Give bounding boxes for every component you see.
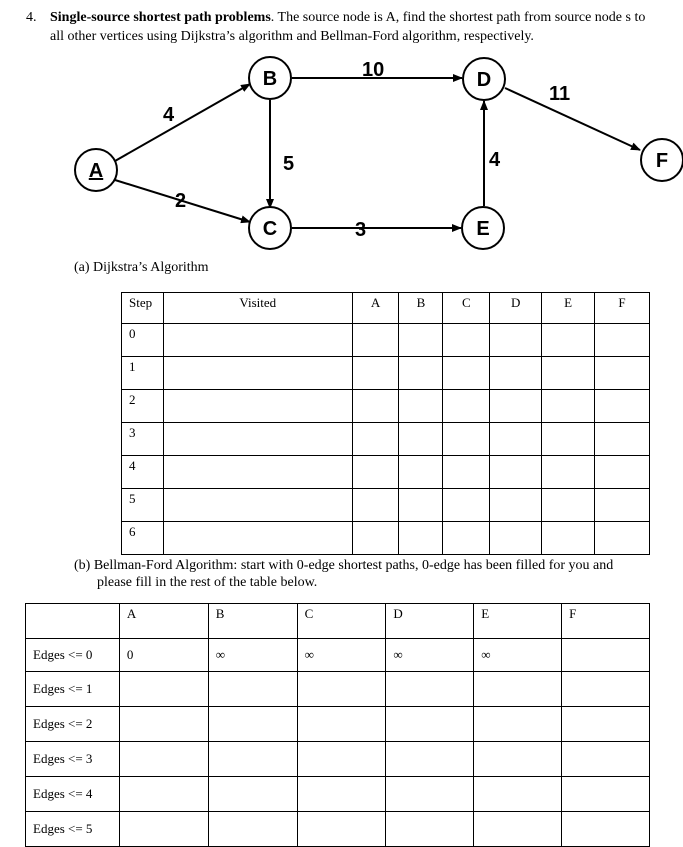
row-label: Edges <= 2 — [26, 707, 120, 742]
header-c: C — [443, 293, 490, 324]
header-a: A — [119, 604, 208, 639]
table-row — [122, 489, 650, 522]
step-number: 6 — [122, 522, 164, 555]
node-f — [641, 139, 683, 181]
visited-cell[interactable] — [163, 390, 352, 423]
table-row — [122, 423, 650, 456]
svg-text:C: C — [262, 218, 278, 240]
table-row — [122, 357, 650, 390]
table-row — [26, 742, 650, 777]
table-row — [26, 777, 650, 812]
svg-text:B: B — [262, 68, 278, 90]
step-number: 0 — [122, 324, 164, 357]
header-e: E — [474, 604, 562, 639]
table-row — [122, 522, 650, 555]
question-number: 4. — [26, 10, 37, 25]
row-label: Edges <= 3 — [26, 742, 120, 777]
table-row — [122, 324, 650, 357]
header-step: Step — [122, 293, 164, 324]
node-c — [249, 207, 291, 249]
value-d: ∞ — [386, 639, 474, 672]
question-description: . The source node is A, find the shortest path from source node s to all other vertices using Dijkstra’s algorithm and Bellman-Ford algorithm, respectively. — [50, 10, 646, 44]
node-a — [75, 149, 117, 191]
table-row — [26, 672, 650, 707]
table-row — [26, 812, 650, 847]
bellman-ford-caption-line2: please fill in the rest of the table below. — [97, 575, 318, 590]
table-row — [26, 639, 650, 672]
value-a: 0 — [119, 639, 208, 672]
svg-text:A: A — [88, 160, 104, 182]
dijkstra-table — [121, 292, 650, 555]
bellman-ford-caption-line1: (b) Bellman-Ford Algorithm: start with 0-edge shortest paths, 0-edge has been filled for you and — [74, 558, 614, 573]
weight-d-f: 11 — [549, 83, 571, 105]
dijkstra-header-row — [122, 293, 650, 324]
row-label: Edges <= 5 — [26, 812, 120, 847]
weight-b-d: 10 — [362, 59, 385, 81]
table-row — [122, 390, 650, 423]
weight-e-d: 4 — [489, 149, 501, 171]
header-f: F — [595, 293, 650, 324]
question-title: Single-source shortest path problems — [50, 10, 271, 25]
visited-cell[interactable] — [163, 456, 352, 489]
weight-a-c: 2 — [175, 190, 187, 212]
table-row — [26, 707, 650, 742]
header-b: B — [399, 293, 443, 324]
weight-c-e: 3 — [355, 219, 367, 241]
step-number: 1 — [122, 357, 164, 390]
weight-a-b: 4 — [163, 104, 175, 126]
weight-b-c: 5 — [283, 153, 295, 175]
header-blank — [26, 604, 120, 639]
header-d: D — [386, 604, 474, 639]
header-a: A — [352, 293, 399, 324]
edge-d-f — [505, 88, 640, 150]
node-e — [462, 207, 504, 249]
visited-cell[interactable] — [163, 522, 352, 555]
edge-a-b — [115, 84, 250, 161]
visited-cell[interactable] — [163, 357, 352, 390]
step-number: 4 — [122, 456, 164, 489]
row-label: Edges <= 0 — [26, 639, 120, 672]
value-b: ∞ — [208, 639, 297, 672]
svg-text:F: F — [655, 150, 669, 172]
header-d: D — [490, 293, 542, 324]
svg-text:E: E — [476, 218, 490, 240]
visited-cell[interactable] — [163, 324, 352, 357]
header-visited: Visited — [163, 293, 352, 324]
row-label: Edges <= 4 — [26, 777, 120, 812]
value-c: ∞ — [297, 639, 386, 672]
row-label: Edges <= 1 — [26, 672, 120, 707]
graph-diagram — [0, 0, 683, 260]
bellman-ford-header-row — [26, 604, 650, 639]
value-f[interactable] — [562, 639, 650, 672]
header-c: C — [297, 604, 386, 639]
table-row — [122, 456, 650, 489]
value-e: ∞ — [474, 639, 562, 672]
header-b: B — [208, 604, 297, 639]
dijkstra-caption: (a) Dijkstra’s Algorithm — [74, 260, 209, 275]
header-f: F — [562, 604, 650, 639]
step-number: 2 — [122, 390, 164, 423]
svg-text:D: D — [476, 69, 492, 91]
bellman-ford-table — [25, 603, 650, 847]
step-number: 3 — [122, 423, 164, 456]
visited-cell[interactable] — [163, 423, 352, 456]
node-b — [249, 57, 291, 99]
visited-cell[interactable] — [163, 489, 352, 522]
step-number: 5 — [122, 489, 164, 522]
header-e: E — [542, 293, 595, 324]
node-d — [463, 58, 505, 100]
